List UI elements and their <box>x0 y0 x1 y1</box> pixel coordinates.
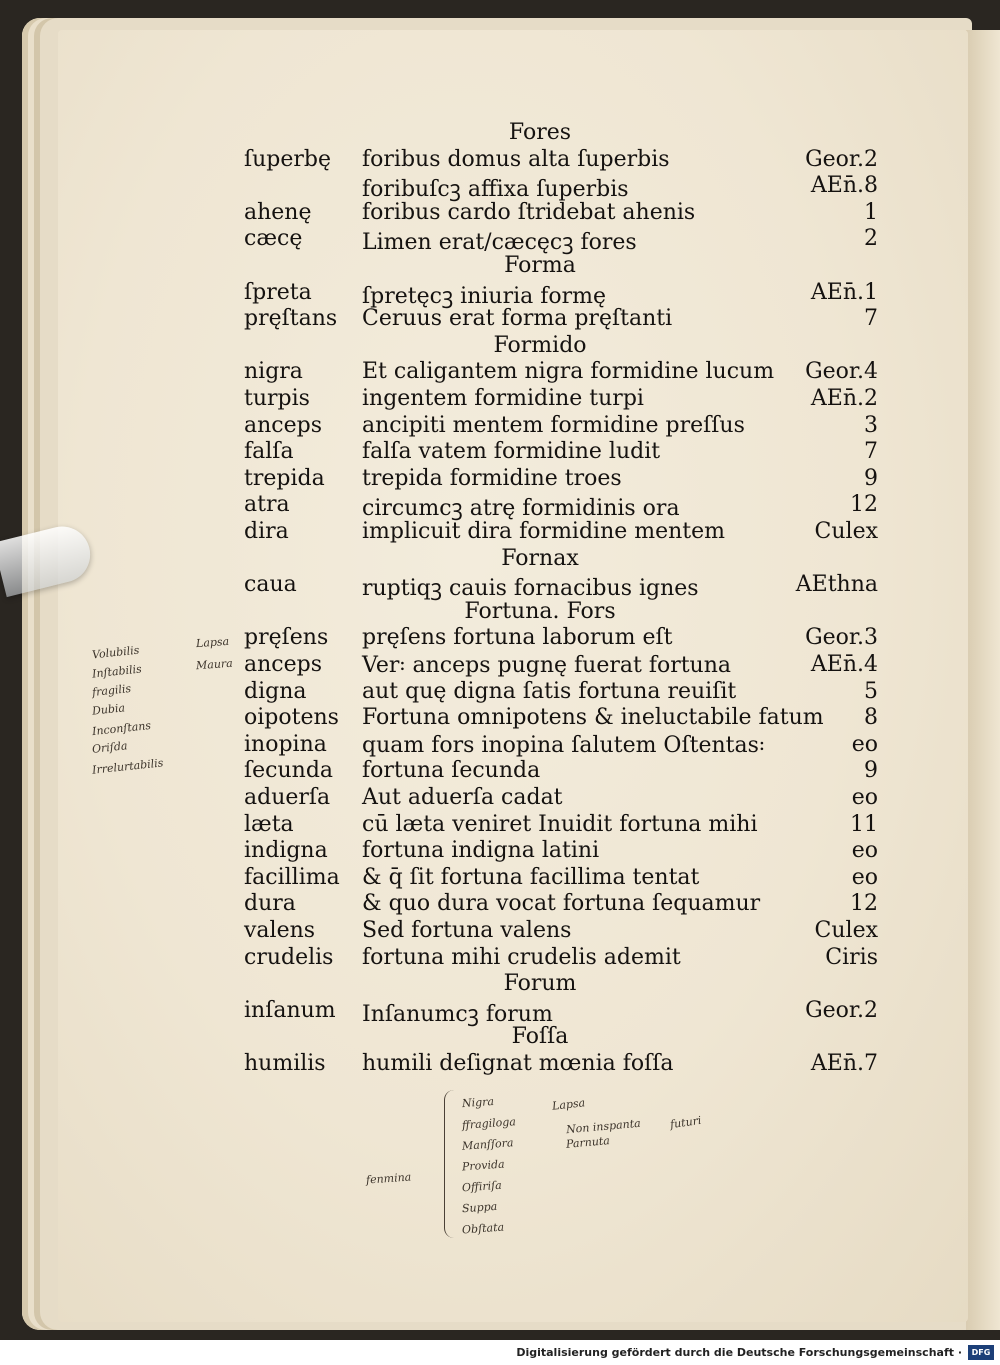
reference: Ciris <box>825 944 878 970</box>
digitization-footer <box>0 1340 1000 1365</box>
margin-note: Volubilis <box>91 643 140 662</box>
margin-note: Oriſda <box>91 739 129 756</box>
verse-text: Limen erat/cæcęcꝫ fores <box>362 230 637 256</box>
entry-row <box>0 679 1000 706</box>
entry-row <box>0 838 1000 865</box>
keyword: ahenę <box>244 199 312 225</box>
reference: 12 <box>850 492 878 518</box>
heading-text: Fores <box>508 120 572 145</box>
reference: Geor.4 <box>805 359 878 385</box>
verse-text: foribus cardo ſtridebat ahenis <box>362 199 696 225</box>
section-heading <box>0 253 1000 278</box>
heading-text: Formido <box>493 332 587 358</box>
keyword: ſecunda <box>244 758 334 784</box>
reference: 8 <box>864 705 878 731</box>
entry-row <box>0 945 1000 972</box>
entry-row <box>0 200 1000 227</box>
keyword: turpis <box>244 386 310 411</box>
margin-note: Suppa <box>461 1199 498 1216</box>
entry-row <box>0 865 1000 892</box>
reference: 7 <box>864 306 878 332</box>
entry-row <box>0 466 1000 493</box>
section-heading <box>0 546 1000 571</box>
reference: 7 <box>864 439 878 465</box>
keyword: dira <box>244 519 289 544</box>
margin-note: Offiriſa <box>461 1178 503 1195</box>
margin-note: fragilis <box>91 681 132 700</box>
keyword: nigra <box>244 359 303 385</box>
reference: eo <box>851 785 878 810</box>
keyword: dura <box>244 891 296 917</box>
verse-text: foribuſcꝫ affixa ſuperbis <box>362 177 629 203</box>
footer-credit: Digitalisierung gefördert durch die Deutsche Forschungsgemeinschaft · <box>516 1346 962 1359</box>
margin-note: Inſtabilis <box>91 662 143 681</box>
reference: 2 <box>864 226 878 252</box>
reference: AEn̄.7 <box>810 1051 878 1076</box>
reference: 9 <box>864 465 878 491</box>
verse-text: Aut aduerſa cadat <box>362 785 563 810</box>
entry-row <box>0 625 1000 652</box>
verse-text: & q̄ ſit fortuna facillima tentat <box>362 864 700 890</box>
verse-text: pręſens fortuna laborum eſt <box>362 625 673 651</box>
keyword: oipotens <box>244 705 339 731</box>
verse-text: ancipiti mentem formidine preſſus <box>362 412 745 438</box>
keyword: indigna <box>244 838 328 864</box>
margin-note: ffragiloga <box>461 1115 517 1132</box>
margin-note: Inconſtans <box>91 718 152 739</box>
entry-row <box>0 413 1000 440</box>
verse-text: Fortuna omnipotens & ineluctabile fatum <box>362 705 824 731</box>
verse-text: Et caligantem nigra formidine lucum <box>362 359 775 385</box>
keyword: pręſtans <box>244 306 338 332</box>
margin-note: Lapsa <box>195 634 230 651</box>
entry-row <box>0 732 1000 759</box>
verse-text: implicuit dira formidine mentem <box>362 519 726 544</box>
keyword: facillima <box>244 864 340 890</box>
keyword: humilis <box>244 1051 326 1076</box>
entry-row <box>0 519 1000 546</box>
keyword: læta <box>244 811 294 837</box>
keyword: crudelis <box>244 944 334 970</box>
reference: eo <box>851 864 878 890</box>
verse-text: humili deſignat mœnia foſſa <box>362 1051 674 1076</box>
keyword: anceps <box>244 652 322 677</box>
reference: AEthna <box>795 572 878 598</box>
verse-text: falſa vatem formidine ludit <box>362 439 661 465</box>
keyword: ſuperbę <box>244 146 332 172</box>
entry-row <box>0 891 1000 918</box>
reference: 1 <box>864 199 878 225</box>
keyword: anceps <box>244 412 322 438</box>
reference: 12 <box>850 891 878 917</box>
reference: AEn̄.8 <box>810 173 878 199</box>
keyword: atra <box>244 492 290 518</box>
heading-text: Forma <box>504 253 576 278</box>
entry-row <box>0 306 1000 333</box>
verse-text: aut quę digna ſatis fortuna reuiſit <box>362 678 737 704</box>
entry-row <box>0 812 1000 839</box>
section-heading <box>0 333 1000 358</box>
heading-text: Fornax <box>501 545 579 571</box>
margin-note: Maura <box>195 656 234 673</box>
section-heading <box>0 120 1000 145</box>
verse-text: Sed fortuna valens <box>362 918 572 943</box>
reference: eo <box>851 838 878 864</box>
heading-text: Foſſa <box>511 1024 569 1050</box>
reference: Geor.2 <box>805 997 878 1023</box>
reference: Culex <box>814 918 878 943</box>
entry-row <box>0 280 1000 307</box>
verse-text: ſpretęcꝫ iniuria formę <box>362 283 607 309</box>
keyword: pręſens <box>244 625 329 651</box>
reference: AEn̄.1 <box>810 279 878 305</box>
verse-text: quam fors inopina ſalutem Oſtentas꞉ <box>362 732 766 758</box>
entry-row <box>0 572 1000 602</box>
keyword: cæcę <box>244 226 303 252</box>
keyword: trepida <box>244 465 325 491</box>
reference: eo <box>851 731 878 757</box>
verse-text: fortuna mihi crudelis ademit <box>362 944 681 970</box>
verse-text: fortuna ſecunda <box>362 758 541 784</box>
verse-text: circumcꝫ atrę formidinis ora <box>362 496 680 522</box>
verse-text: fortuna indigna latini <box>362 838 600 864</box>
margin-note: Provida <box>461 1157 506 1174</box>
entry-row <box>0 439 1000 466</box>
verse-text: Ver꞉ anceps pugnę fuerat fortuna <box>362 653 732 678</box>
entry-row <box>0 785 1000 812</box>
keyword: valens <box>244 918 316 943</box>
section-heading <box>0 599 1000 624</box>
keyword: aduerſa <box>244 785 331 810</box>
entry-row <box>0 226 1000 256</box>
heading-text: Fortuna. Fors <box>464 598 616 624</box>
entry-row <box>0 147 1000 174</box>
entry-row <box>0 386 1000 413</box>
margin-note: Manſſora <box>461 1136 514 1153</box>
keyword: inopina <box>244 731 327 757</box>
heading-text: Forum <box>503 971 577 997</box>
keyword: falſa <box>244 439 294 465</box>
margin-note: Parnuta <box>565 1134 611 1151</box>
entry-row <box>0 998 1000 1025</box>
reference: 11 <box>850 811 878 837</box>
verse-text: trepida formidine troes <box>362 465 622 491</box>
entry-row <box>0 492 1000 522</box>
verse-text: ruptiqꝫ cauis fornacibus ignes <box>362 576 699 602</box>
section-heading <box>0 971 1000 996</box>
handwritten-brace <box>444 1090 457 1238</box>
margin-note: Non inspanta <box>565 1116 642 1137</box>
keyword: inſanum <box>244 997 336 1023</box>
reference: 5 <box>864 678 878 704</box>
entry-row <box>0 173 1000 203</box>
verse-text: cū læta veniret Inuidit fortuna mihi <box>362 811 758 837</box>
margin-note: Lapsa <box>551 1096 586 1113</box>
margin-note: Irrelurtabilis <box>91 756 164 777</box>
entry-row <box>0 359 1000 386</box>
margin-note: Nigra <box>461 1094 495 1111</box>
reference: Culex <box>814 519 878 544</box>
entry-row <box>0 652 1000 679</box>
keyword: caua <box>244 572 297 598</box>
dfg-logo: DFG <box>968 1345 994 1360</box>
entry-row <box>0 918 1000 945</box>
verse-text: foribus domus alta ſuperbis <box>362 146 670 172</box>
reference: Geor.2 <box>805 146 878 172</box>
section-heading <box>0 1024 1000 1049</box>
reference: 9 <box>864 758 878 784</box>
verse-text: & quo dura vocat fortuna ſequamur <box>362 891 761 917</box>
margin-note: futuri <box>669 1113 703 1132</box>
verse-text: Ceruus erat forma pręſtanti <box>362 306 673 332</box>
margin-note: Dubia <box>91 701 126 718</box>
margin-note: Obſtata <box>461 1220 505 1237</box>
entry-row <box>0 1051 1000 1078</box>
keyword: ſpreta <box>244 279 312 305</box>
reference: 3 <box>864 412 878 438</box>
reference: AEn̄.2 <box>810 386 878 411</box>
reference: AEn̄.4 <box>810 652 878 677</box>
verse-text: Inſanumcꝫ forum <box>362 1001 553 1027</box>
verse-text: ingentem formidine turpi <box>362 386 644 411</box>
reference: Geor.3 <box>805 625 878 651</box>
margin-note: fenmina <box>365 1170 412 1187</box>
keyword: digna <box>244 678 307 704</box>
